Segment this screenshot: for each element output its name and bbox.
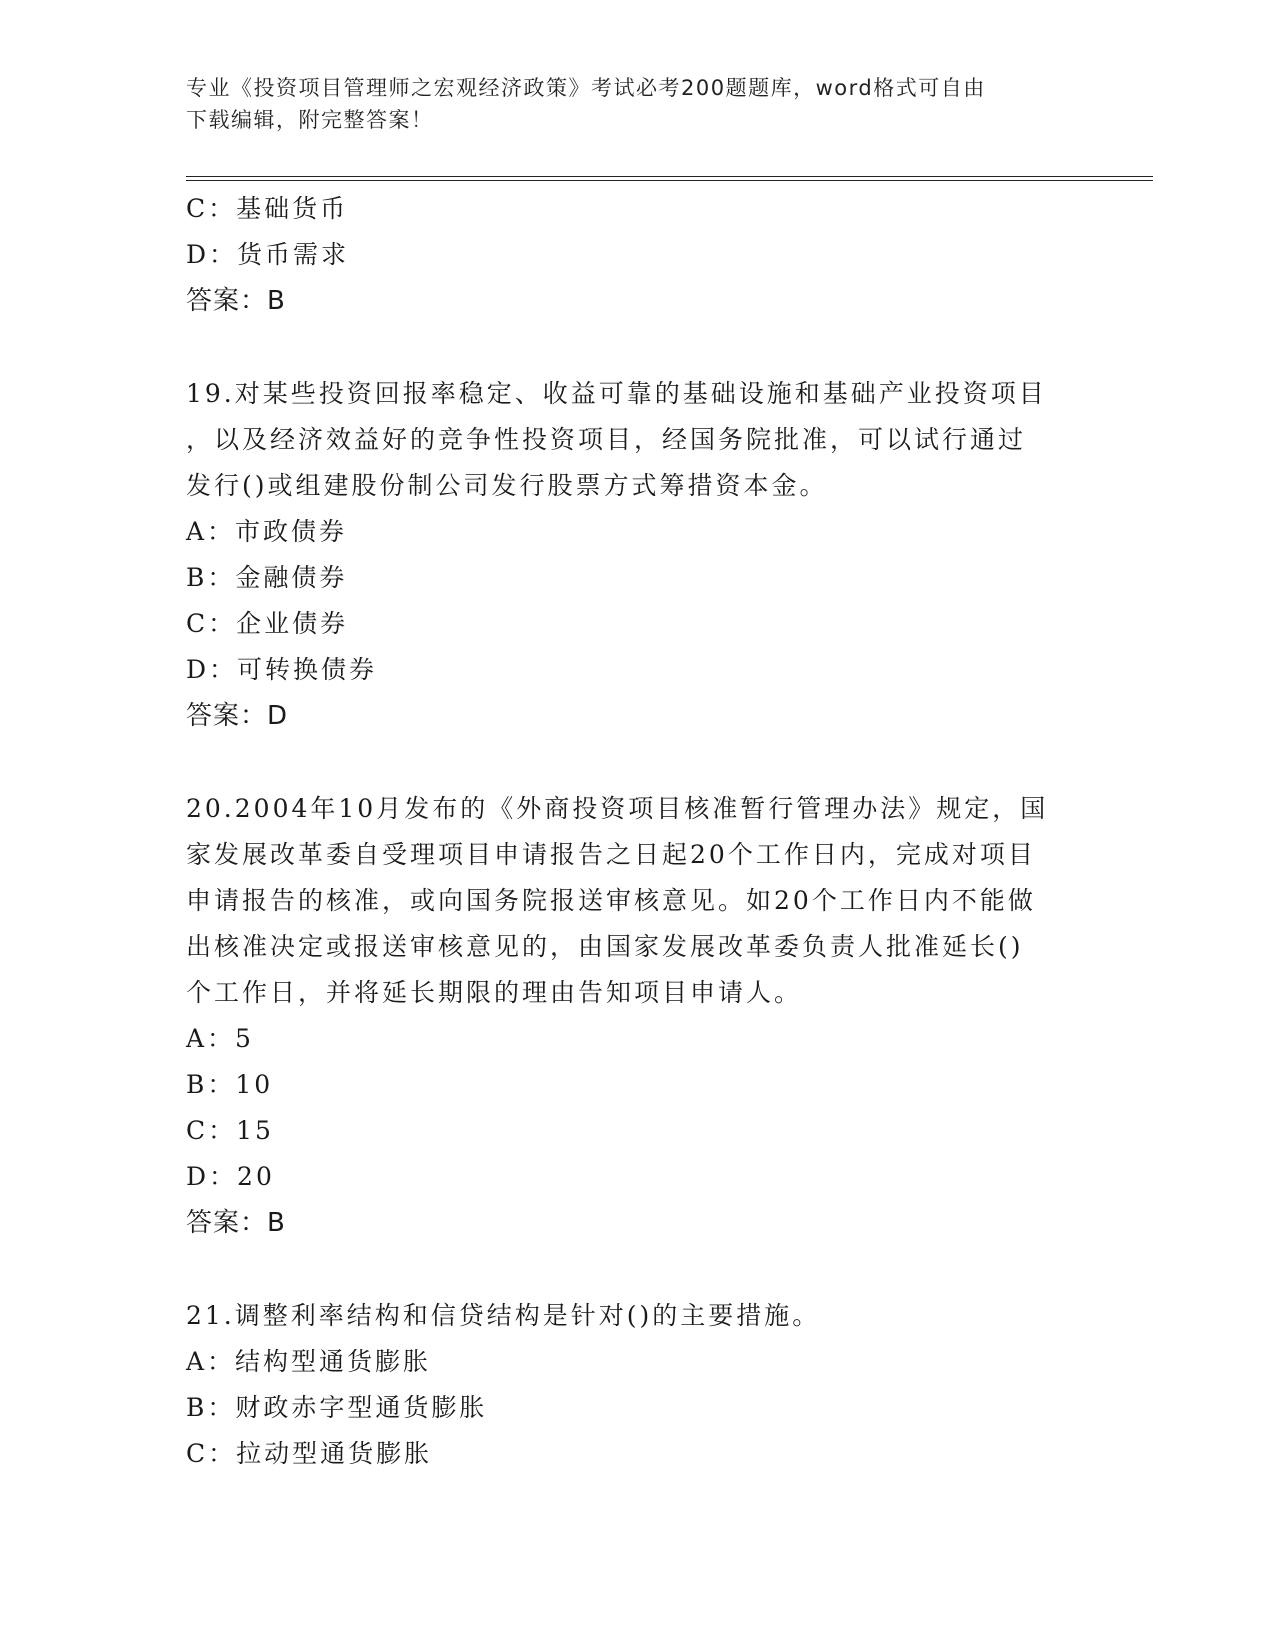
question-21 bbox=[186, 1293, 1086, 1477]
option-a: A：市政债券 bbox=[186, 517, 348, 546]
option-c: C：15 bbox=[186, 1116, 274, 1145]
option-a: A：结构型通货膨胀 bbox=[186, 1347, 432, 1376]
answer-line: 答案：D bbox=[186, 701, 289, 731]
header-line-2: 下载编辑，附完整答案！ bbox=[186, 108, 434, 132]
option-c: C：企业债券 bbox=[186, 609, 349, 638]
question-text-line: 出核准决定或报送审核意见的，由国家发展改革委负责人批准延长() bbox=[186, 932, 1024, 961]
question-20 bbox=[186, 786, 1086, 1246]
previous-question-tail bbox=[186, 186, 1086, 324]
document-header bbox=[186, 72, 1066, 136]
question-text-line: 申请报告的核准，或向国务院报送审核意见。如20个工作日内不能做 bbox=[186, 886, 1036, 915]
option-b: B：财政赤字型通货膨胀 bbox=[186, 1393, 488, 1422]
question-19 bbox=[186, 371, 1086, 739]
header-line-1: 专业《投资项目管理师之宏观经济政策》考试必考200题题库，word格式可自由 bbox=[186, 76, 986, 100]
header-rule-top bbox=[186, 176, 1153, 177]
question-text-line: 20.2004年10月发布的《外商投资项目核准暂行管理办法》规定，国 bbox=[186, 794, 1049, 823]
option-b: B：10 bbox=[186, 1070, 274, 1099]
answer-line: 答案：B bbox=[186, 286, 286, 316]
answer-line: 答案：B bbox=[186, 1208, 286, 1238]
question-text-line: 19.对某些投资回报率稳定、收益可靠的基础设施和基础产业投资项目 bbox=[186, 379, 1047, 408]
option-c: C：基础货币 bbox=[186, 194, 349, 223]
option-d: D：可转换债券 bbox=[186, 655, 378, 684]
option-d: D：20 bbox=[186, 1162, 275, 1191]
option-b: B：金融债券 bbox=[186, 563, 348, 592]
option-a: A：5 bbox=[186, 1024, 254, 1053]
question-text-line: ，以及经济效益好的竞争性投资项目，经国务院批准，可以试行通过 bbox=[186, 425, 1027, 454]
question-text-line: 个工作日，并将延长期限的理由告知项目申请人。 bbox=[186, 978, 803, 1007]
option-c: C：拉动型通货膨胀 bbox=[186, 1439, 433, 1468]
question-text-line: 发行()或组建股份制公司发行股票方式筹措资本金。 bbox=[186, 471, 828, 500]
option-d: D：货币需求 bbox=[186, 240, 350, 269]
question-list bbox=[186, 186, 1086, 1477]
header-rule-bottom bbox=[186, 180, 1153, 181]
question-text-line: 家发展改革委自受理项目申请报告之日起20个工作日内，完成对项目 bbox=[186, 840, 1036, 869]
question-text-line: 21.调整利率结构和信贷结构是针对()的主要措施。 bbox=[186, 1301, 821, 1330]
